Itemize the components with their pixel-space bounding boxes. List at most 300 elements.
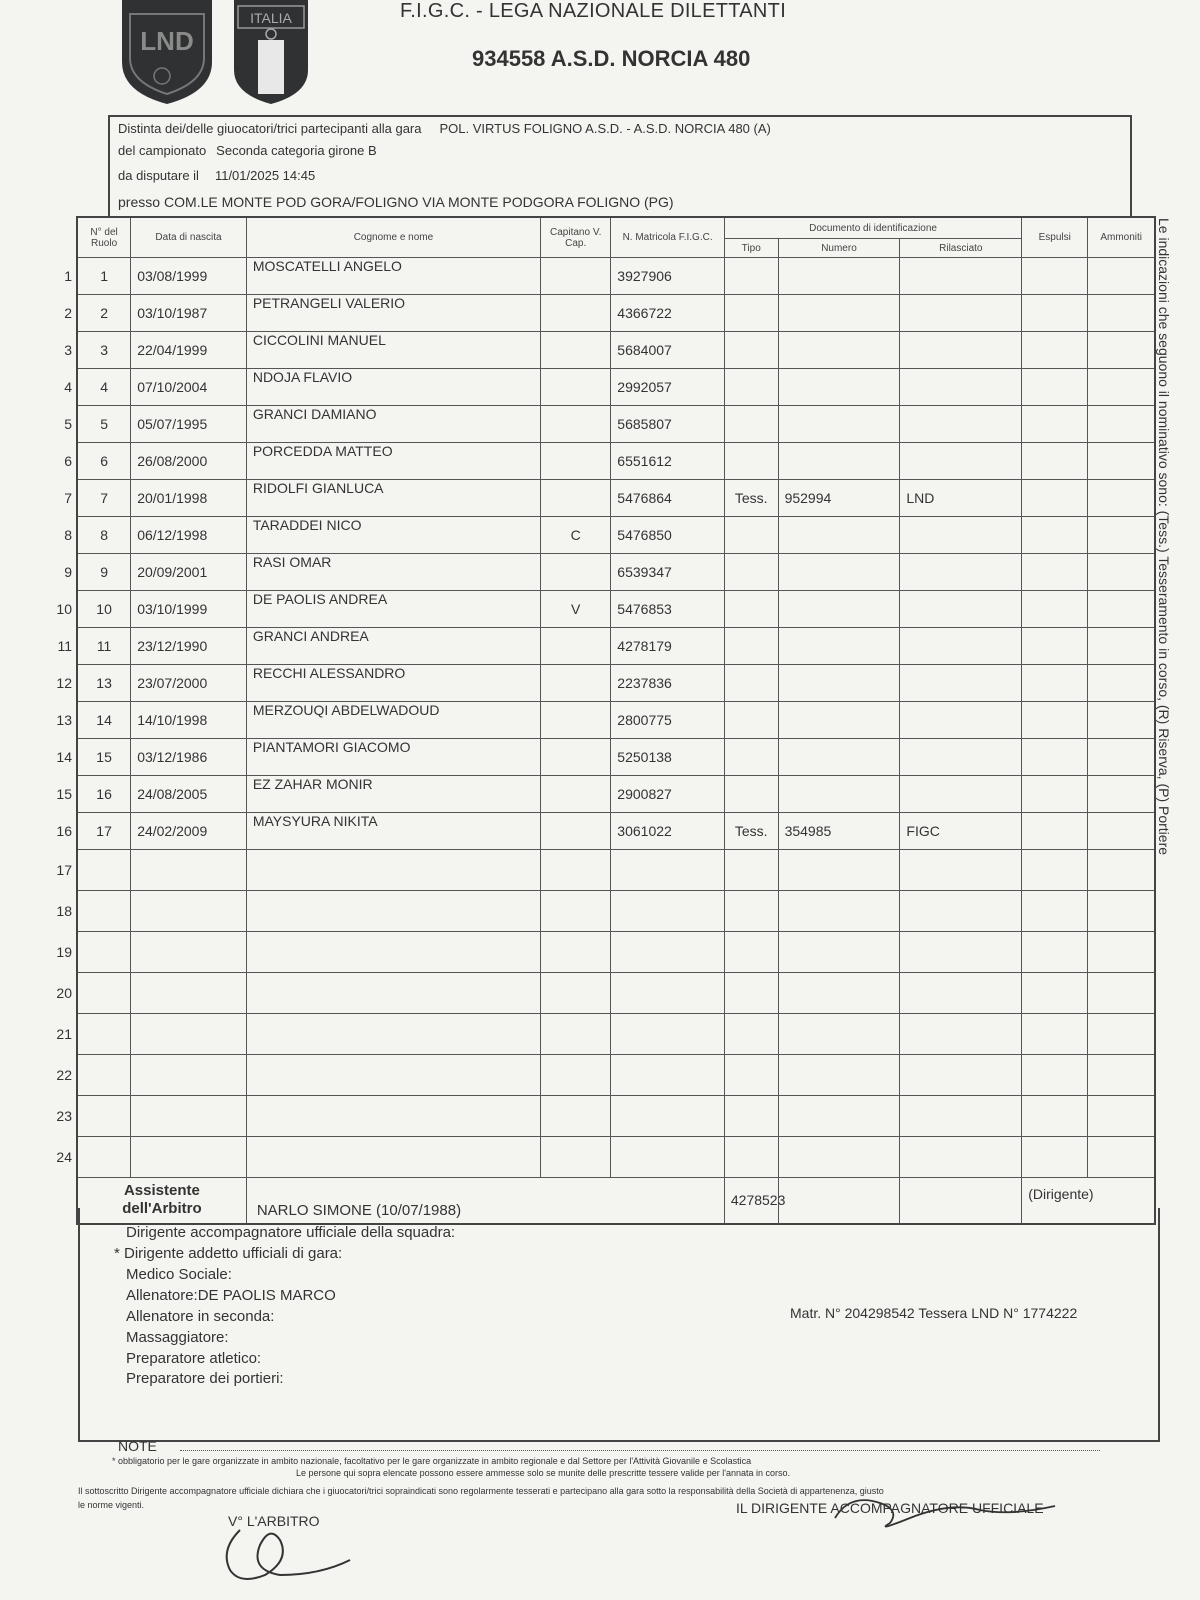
cell-matricola: 2900827 xyxy=(611,776,725,813)
cell-nascita: 24/08/2005 xyxy=(131,776,247,813)
cell-ruolo xyxy=(77,1137,131,1178)
cell-nome xyxy=(246,973,540,1014)
row-number: 24 xyxy=(56,1149,72,1165)
italia-logo xyxy=(232,0,310,104)
cell-espulsi xyxy=(1022,369,1088,406)
table-row xyxy=(77,1055,1155,1096)
row-number: 9 xyxy=(64,564,72,580)
cell-nascita: 20/01/1998 xyxy=(131,480,247,517)
cell-matricola: 6551612 xyxy=(611,443,725,480)
cell-ruolo: 5 xyxy=(77,406,131,443)
cell-rilasciato xyxy=(900,973,1022,1014)
cell-ammoniti xyxy=(1088,1014,1155,1055)
cell-ammoniti xyxy=(1088,1096,1155,1137)
cell-tipo xyxy=(724,591,778,628)
cell-nome xyxy=(246,850,540,891)
allenatore: Allenatore:DE PAOLIS MARCO xyxy=(126,1287,336,1304)
cell-cap xyxy=(541,1137,611,1178)
presso-label: presso xyxy=(118,194,161,210)
cell-ammoniti xyxy=(1088,1055,1155,1096)
cell-cap xyxy=(541,480,611,517)
cell-nome: MOSCATELLI ANGELO xyxy=(246,258,540,295)
cell-nascita: 20/09/2001 xyxy=(131,554,247,591)
cell-nome: GRANCI DAMIANO xyxy=(246,406,540,443)
dirigente-accompagnatore: Dirigente accompagnatore ufficiale della squadra: xyxy=(126,1224,456,1241)
row-number: 14 xyxy=(56,749,72,765)
col-ruolo: N° del Ruolo xyxy=(77,217,131,258)
cell-tipo xyxy=(724,628,778,665)
cell-rilasciato xyxy=(900,1096,1022,1137)
cell-numero: 952994 xyxy=(778,480,900,517)
cell-nome: NDOJA FLAVIO xyxy=(246,369,540,406)
cell-numero xyxy=(778,517,900,554)
cell-rilasciato xyxy=(900,554,1022,591)
table-row xyxy=(77,813,1155,850)
row-number: 21 xyxy=(56,1026,72,1042)
cell-nascita: 14/10/1998 xyxy=(131,702,247,739)
table-row xyxy=(77,443,1155,480)
table-row xyxy=(77,1014,1155,1055)
cell-cap xyxy=(541,1096,611,1137)
cell-nascita: 03/12/1986 xyxy=(131,739,247,776)
cell-tipo xyxy=(724,406,778,443)
cell-ruolo xyxy=(77,973,131,1014)
cell-nascita xyxy=(131,850,247,891)
col-rilasciato: Rilasciato xyxy=(900,239,1022,258)
cell-rilasciato xyxy=(900,739,1022,776)
cell-numero xyxy=(778,739,900,776)
col-tipo: Tipo xyxy=(724,239,778,258)
cell-matricola xyxy=(611,1055,725,1096)
cell-nome: DE PAOLIS ANDREA xyxy=(246,591,540,628)
cell-cap xyxy=(541,332,611,369)
cell-cap xyxy=(541,739,611,776)
row-number: 4 xyxy=(64,379,72,395)
cell-ruolo xyxy=(77,1096,131,1137)
cell-nascita: 07/10/2004 xyxy=(131,369,247,406)
cell-cap xyxy=(541,850,611,891)
table-row xyxy=(77,850,1155,891)
row-number: 7 xyxy=(64,490,72,506)
campionato-value: Seconda categoria girone B xyxy=(216,143,377,158)
allenatore-matricola: Matr. N° 204298542 Tessera LND N° 1774222 xyxy=(790,1305,1078,1321)
cell-tipo xyxy=(724,369,778,406)
cell-ruolo: 15 xyxy=(77,739,131,776)
cell-matricola xyxy=(611,1096,725,1137)
cell-ammoniti xyxy=(1088,973,1155,1014)
cell-cap xyxy=(541,628,611,665)
row-number: 20 xyxy=(56,985,72,1001)
cell-cap xyxy=(541,776,611,813)
medico-sociale: Medico Sociale: xyxy=(126,1266,232,1283)
team-title: 934558 A.S.D. NORCIA 480 xyxy=(472,46,751,71)
cell-ammoniti xyxy=(1088,1137,1155,1178)
table-row xyxy=(77,1137,1155,1178)
cell-cap: C xyxy=(541,517,611,554)
cell-tipo xyxy=(724,932,778,973)
cell-cap xyxy=(541,406,611,443)
cell-nascita: 03/10/1987 xyxy=(131,295,247,332)
arbitro-signature xyxy=(210,1520,360,1590)
cell-matricola xyxy=(611,1137,725,1178)
table-row xyxy=(77,369,1155,406)
cell-matricola xyxy=(611,932,725,973)
cell-ammoniti xyxy=(1088,932,1155,973)
table-row xyxy=(77,480,1155,517)
row-number: 2 xyxy=(64,305,72,321)
cell-cap xyxy=(541,813,611,850)
cell-ruolo xyxy=(77,850,131,891)
row-number: 10 xyxy=(56,601,72,617)
cell-cap xyxy=(541,932,611,973)
campionato-label: del campionato xyxy=(118,143,207,158)
row-number: 11 xyxy=(57,638,72,654)
cell-nome: MAYSYURA NIKITA xyxy=(246,813,540,850)
cell-tipo xyxy=(724,258,778,295)
cell-tipo xyxy=(724,739,778,776)
cell-numero xyxy=(778,258,900,295)
cell-espulsi xyxy=(1022,443,1088,480)
cell-nome: RECCHI ALESSANDRO xyxy=(246,665,540,702)
cell-espulsi xyxy=(1022,1137,1088,1178)
fine-print-2: Le persone qui sopra elencate possono essere ammesse solo se munite delle prescritte tessere valide per l'annata in corso. xyxy=(296,1468,790,1478)
cell-numero xyxy=(778,1096,900,1137)
row-number: 3 xyxy=(64,342,72,358)
cell-matricola: 6539347 xyxy=(611,554,725,591)
distinta-label: Distinta dei/delle giuocatori/trici partecipanti alla gara xyxy=(118,121,422,136)
cell-matricola xyxy=(611,891,725,932)
cell-espulsi xyxy=(1022,973,1088,1014)
cell-numero xyxy=(778,443,900,480)
row-number: 5 xyxy=(64,416,72,432)
cell-rilasciato xyxy=(900,665,1022,702)
table-row xyxy=(77,332,1155,369)
cell-nascita: 23/07/2000 xyxy=(131,665,247,702)
cell-ruolo: 2 xyxy=(77,295,131,332)
cell-nome xyxy=(246,1055,540,1096)
cell-rilasciato xyxy=(900,517,1022,554)
cell-nascita xyxy=(131,1096,247,1137)
cell-numero xyxy=(778,628,900,665)
cell-rilasciato: LND xyxy=(900,480,1022,517)
cell-numero xyxy=(778,891,900,932)
cell-cap: V xyxy=(541,591,611,628)
cell-tipo xyxy=(724,554,778,591)
cell-espulsi xyxy=(1022,739,1088,776)
dirigente-label: IL DIRIGENTE ACCOMPAGNATORE UFFICIALE xyxy=(736,1500,1044,1516)
cell-numero xyxy=(778,1014,900,1055)
table-row xyxy=(77,702,1155,739)
cell-espulsi xyxy=(1022,517,1088,554)
cell-tipo xyxy=(724,1014,778,1055)
massaggiatore: Massaggiatore: xyxy=(126,1329,229,1346)
cell-espulsi xyxy=(1022,665,1088,702)
presso-value: COM.LE MONTE POD GORA/FOLIGNO VIA MONTE PODGORA FOLIGNO (PG) xyxy=(164,194,674,210)
allenatore-seconda: Allenatore in seconda: xyxy=(126,1308,275,1325)
cell-nome xyxy=(246,891,540,932)
cell-tipo xyxy=(724,850,778,891)
presso-row xyxy=(118,194,674,210)
cell-rilasciato xyxy=(900,369,1022,406)
cell-rilasciato xyxy=(900,702,1022,739)
cell-nome xyxy=(246,932,540,973)
row-number: 16 xyxy=(56,823,72,839)
cell-ruolo xyxy=(77,932,131,973)
side-note: Le indicazioni che seguono il nominativo sono: (Tess.) Tesseramento in corso, (R) Riserva, (P) Portiere xyxy=(1156,218,1172,856)
cell-matricola: 2237836 xyxy=(611,665,725,702)
cell-ruolo: 8 xyxy=(77,517,131,554)
cell-cap xyxy=(541,702,611,739)
cell-rilasciato xyxy=(900,332,1022,369)
cell-matricola: 4278179 xyxy=(611,628,725,665)
cell-cap xyxy=(541,295,611,332)
cell-nome: PETRANGELI VALERIO xyxy=(246,295,540,332)
cell-nascita xyxy=(131,1014,247,1055)
cell-ruolo: 17 xyxy=(77,813,131,850)
cell-cap xyxy=(541,258,611,295)
cell-nascita: 22/04/1999 xyxy=(131,332,247,369)
cell-espulsi xyxy=(1022,258,1088,295)
staff-section xyxy=(78,1208,1160,1442)
cell-tipo xyxy=(724,891,778,932)
cell-ruolo: 4 xyxy=(77,369,131,406)
cell-rilasciato xyxy=(900,443,1022,480)
table-row xyxy=(77,628,1155,665)
cell-matricola xyxy=(611,850,725,891)
row-number: 1 xyxy=(64,268,72,284)
col-matricola: N. Matricola F.I.G.C. xyxy=(611,217,725,258)
dirigente-addetto: * Dirigente addetto ufficiali di gara: xyxy=(114,1245,343,1262)
cell-ruolo: 3 xyxy=(77,332,131,369)
lnd-logo-text: LND xyxy=(140,26,194,56)
cell-numero xyxy=(778,702,900,739)
cell-rilasciato xyxy=(900,628,1022,665)
cell-tipo: Tess. xyxy=(724,813,778,850)
cell-matricola: 5476850 xyxy=(611,517,725,554)
row-number: 18 xyxy=(56,903,72,919)
match-info xyxy=(108,115,1132,217)
row-number: 22 xyxy=(56,1067,72,1083)
cell-cap xyxy=(541,554,611,591)
cell-numero xyxy=(778,850,900,891)
cell-numero xyxy=(778,665,900,702)
row-number: 17 xyxy=(56,862,72,878)
cell-nascita: 03/08/1999 xyxy=(131,258,247,295)
cell-cap xyxy=(541,443,611,480)
cell-rilasciato xyxy=(900,1137,1022,1178)
table-row xyxy=(77,739,1155,776)
gara-value: POL. VIRTUS FOLIGNO A.S.D. - A.S.D. NORCIA 480 (A) xyxy=(439,121,771,136)
table-row xyxy=(77,554,1155,591)
cell-ruolo xyxy=(77,1014,131,1055)
table-row xyxy=(77,295,1155,332)
cell-espulsi xyxy=(1022,332,1088,369)
cell-tipo xyxy=(724,1055,778,1096)
table-row xyxy=(77,1096,1155,1137)
fine-print-4: le norme vigenti. xyxy=(78,1500,145,1510)
cell-tipo xyxy=(724,1137,778,1178)
cell-espulsi xyxy=(1022,776,1088,813)
cell-nascita xyxy=(131,973,247,1014)
cell-numero xyxy=(778,932,900,973)
cell-tipo xyxy=(724,973,778,1014)
cell-rilasciato: FIGC xyxy=(900,813,1022,850)
row-number: 8 xyxy=(64,527,72,543)
cell-matricola: 5476864 xyxy=(611,480,725,517)
cell-rilasciato xyxy=(900,1055,1022,1096)
cell-rilasciato xyxy=(900,1014,1022,1055)
cell-cap xyxy=(541,891,611,932)
cell-espulsi xyxy=(1022,702,1088,739)
assistente-ruolo: (Dirigente) xyxy=(1022,1178,1155,1224)
cell-espulsi xyxy=(1022,480,1088,517)
cell-cap xyxy=(541,369,611,406)
campionato-row xyxy=(118,143,377,158)
cell-espulsi xyxy=(1022,591,1088,628)
row-number: 6 xyxy=(64,453,72,469)
table-row xyxy=(77,517,1155,554)
cell-nascita: 23/12/1990 xyxy=(131,628,247,665)
cell-nome xyxy=(246,1137,540,1178)
cell-nome: PORCEDDA MATTEO xyxy=(246,443,540,480)
fine-print-1: * obbligatorio per le gare organizzate in ambito nazionale, facoltativo per le gare organizzate in ambito regionale e dal Settore per l'Attività Giovanile e Scolastica xyxy=(112,1456,752,1466)
table-row xyxy=(77,891,1155,932)
cell-nascita xyxy=(131,891,247,932)
italia-logo-text: ITALIA xyxy=(250,10,292,26)
cell-matricola: 5250138 xyxy=(611,739,725,776)
cell-numero xyxy=(778,973,900,1014)
row-number: 12 xyxy=(56,675,72,691)
cell-tipo xyxy=(724,517,778,554)
assistente-matricola: 4278523 xyxy=(724,1178,778,1224)
cell-nascita: 06/12/1998 xyxy=(131,517,247,554)
cell-ruolo: 16 xyxy=(77,776,131,813)
cell-numero xyxy=(778,1137,900,1178)
table-row xyxy=(77,591,1155,628)
cell-ruolo: 7 xyxy=(77,480,131,517)
cell-matricola: 3927906 xyxy=(611,258,725,295)
row-number: 13 xyxy=(56,712,72,728)
assistente-label: Assistente dell'Arbitro xyxy=(77,1178,246,1224)
cell-numero xyxy=(778,1055,900,1096)
cell-nome: PIANTAMORI GIACOMO xyxy=(246,739,540,776)
cell-ruolo xyxy=(77,1055,131,1096)
cell-nome: EZ ZAHAR MONIR xyxy=(246,776,540,813)
col-ammoniti: Ammoniti xyxy=(1088,217,1155,258)
cell-numero xyxy=(778,591,900,628)
cell-espulsi xyxy=(1022,813,1088,850)
cell-nascita xyxy=(131,1055,247,1096)
cell-matricola: 5684007 xyxy=(611,332,725,369)
cell-espulsi xyxy=(1022,628,1088,665)
cell-nascita: 03/10/1999 xyxy=(131,591,247,628)
cell-matricola: 2800775 xyxy=(611,702,725,739)
cell-rilasciato xyxy=(900,850,1022,891)
cell-ruolo: 11 xyxy=(77,628,131,665)
cell-espulsi xyxy=(1022,1096,1088,1137)
cell-numero xyxy=(778,776,900,813)
cell-cap xyxy=(541,665,611,702)
players-table xyxy=(76,216,1156,1225)
cell-matricola: 5685807 xyxy=(611,406,725,443)
cell-tipo xyxy=(724,332,778,369)
cell-nascita: 05/07/1995 xyxy=(131,406,247,443)
cell-tipo xyxy=(724,665,778,702)
cell-nome xyxy=(246,1096,540,1137)
cell-tipo xyxy=(724,1096,778,1137)
table-row xyxy=(77,932,1155,973)
league-title: F.I.G.C. - LEGA NAZIONALE DILETTANTI xyxy=(400,0,787,22)
cell-ruolo xyxy=(77,891,131,932)
cell-nome: CICCOLINI MANUEL xyxy=(246,332,540,369)
cell-nome: RASI OMAR xyxy=(246,554,540,591)
row-number: 15 xyxy=(56,786,72,802)
cell-tipo xyxy=(724,702,778,739)
cell-espulsi xyxy=(1022,295,1088,332)
cell-cap xyxy=(541,1055,611,1096)
cell-tipo: Tess. xyxy=(724,480,778,517)
dirigente-signature xyxy=(830,1488,1060,1533)
col-capitano: Capitano V. Cap. xyxy=(541,217,611,258)
cell-cap xyxy=(541,1014,611,1055)
cell-nome: MERZOUQI ABDELWADOUD xyxy=(246,702,540,739)
cell-ruolo: 9 xyxy=(77,554,131,591)
table-row xyxy=(77,406,1155,443)
cell-ruolo: 10 xyxy=(77,591,131,628)
cell-numero xyxy=(778,406,900,443)
cell-tipo xyxy=(724,443,778,480)
cell-nascita: 24/02/2009 xyxy=(131,813,247,850)
col-nascita: Data di nascita xyxy=(131,217,247,258)
col-numero: Numero xyxy=(778,239,900,258)
cell-matricola xyxy=(611,1014,725,1055)
cell-tipo xyxy=(724,776,778,813)
note-label: NOTE xyxy=(118,1438,157,1454)
col-espulsi: Espulsi xyxy=(1022,217,1088,258)
cell-rilasciato xyxy=(900,932,1022,973)
cell-numero xyxy=(778,554,900,591)
row-number: 23 xyxy=(56,1108,72,1124)
preparatore-portieri: Preparatore dei portieri: xyxy=(126,1370,284,1387)
cell-matricola: 2992057 xyxy=(611,369,725,406)
table-row xyxy=(77,258,1155,295)
cell-rilasciato xyxy=(900,591,1022,628)
cell-matricola: 5476853 xyxy=(611,591,725,628)
cell-ruolo: 1 xyxy=(77,258,131,295)
cell-ruolo: 13 xyxy=(77,665,131,702)
cell-numero xyxy=(778,332,900,369)
data-row xyxy=(118,168,315,183)
fine-print-3: Il sottoscritto Dirigente accompagnatore ufficiale dichiara che i giuocatori/trici sopraindicati sono regolarmente tesserati e partecipano alla gara sotto la responsabilità della Società di appartenenza, giusto xyxy=(78,1486,884,1496)
cell-rilasciato xyxy=(900,295,1022,332)
cell-espulsi xyxy=(1022,850,1088,891)
cell-matricola: 4366722 xyxy=(611,295,725,332)
lnd-logo xyxy=(118,0,216,104)
cell-cap xyxy=(541,973,611,1014)
data-label: da disputare il xyxy=(118,168,199,183)
cell-matricola: 3061022 xyxy=(611,813,725,850)
cell-numero xyxy=(778,295,900,332)
cell-nome: TARADDEI NICO xyxy=(246,517,540,554)
cell-ruolo: 14 xyxy=(77,702,131,739)
preparatore-atletico: Preparatore atletico: xyxy=(126,1350,262,1367)
cell-rilasciato xyxy=(900,258,1022,295)
cell-rilasciato xyxy=(900,891,1022,932)
cell-nascita xyxy=(131,1137,247,1178)
cell-espulsi xyxy=(1022,1055,1088,1096)
cell-nascita xyxy=(131,932,247,973)
table-row xyxy=(77,665,1155,702)
